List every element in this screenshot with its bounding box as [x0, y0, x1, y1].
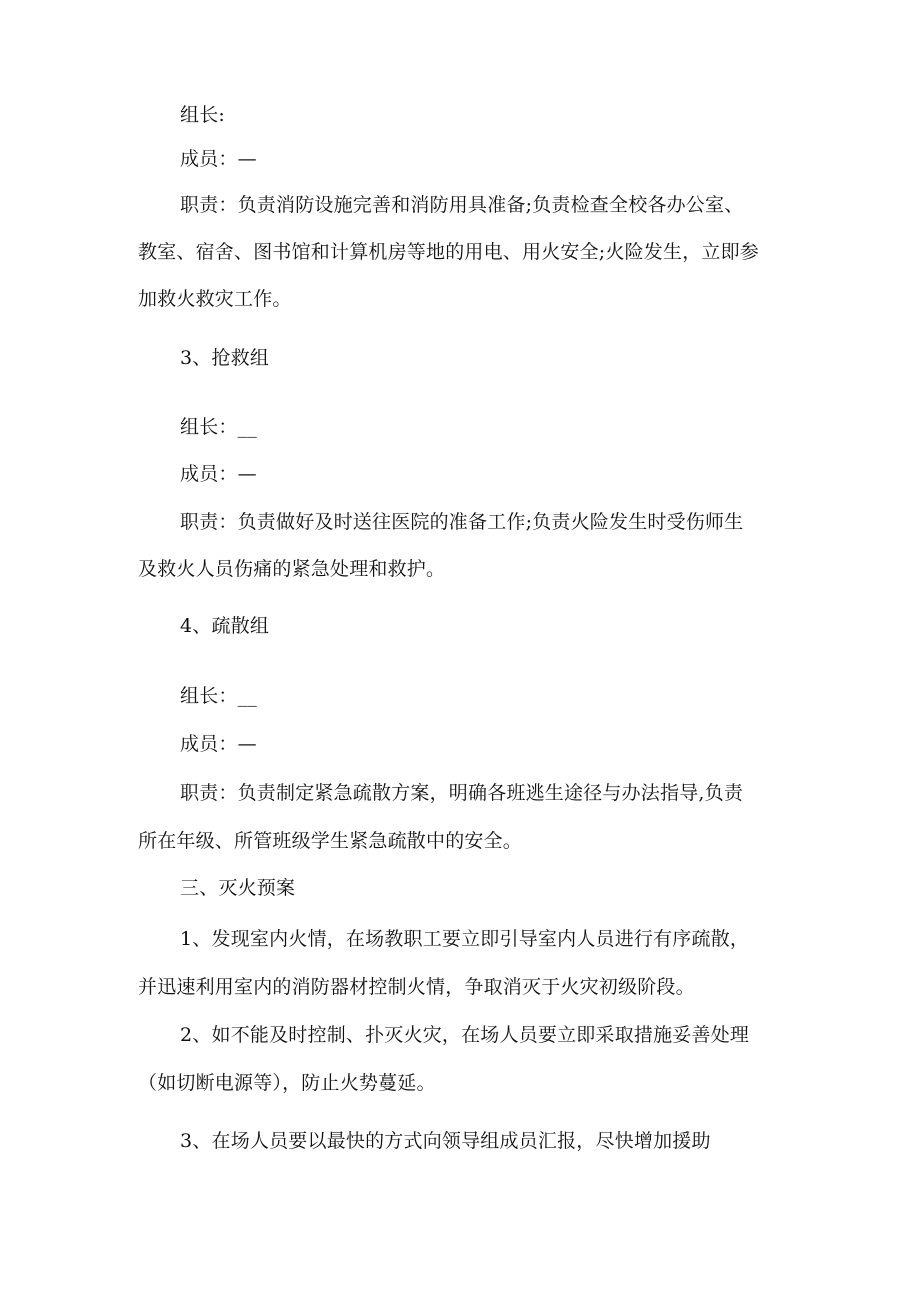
section3-item3-line-1: 3、在场人员要以最快的方式向领导组成员汇报，尽快增加援助: [180, 1130, 711, 1152]
group3-leader: 组长：__: [180, 416, 258, 438]
group3-members: 成员：—: [180, 463, 257, 485]
group2-duty-line-2: 教室、宿舍、图书馆和计算机房等地的用电、用火安全;火险发生，立即参: [138, 241, 760, 263]
section3-item1-line-2: 并迅速利用室内的消防器材控制火情，争取消灭于火灾初级阶段。: [138, 976, 695, 998]
group2-leader: 组长:: [180, 104, 226, 126]
section3-item1-line-1: 1、发现室内火情，在场教职工要立即引导室内人员进行有序疏散，: [180, 928, 750, 950]
group4-leader: 组长：__: [180, 685, 258, 707]
group3-duty-line-2: 及救火人员伤痛的紧急处理和救护。: [138, 558, 446, 580]
section3-item2-line-2: （如切断电源等），防止火势蔓延。: [138, 1072, 436, 1094]
section3-item2-line-1: 2、如不能及时控制、扑灭火灾，在场人员要立即采取措施妥善处理: [180, 1024, 750, 1046]
group3-duty-line-1: 职责：负责做好及时送往医院的准备工作;负责火险发生时受伤师生: [180, 511, 744, 533]
group4-duty-line-1: 职责：负责制定紧急疏散方案，明确各班逃生途径与办法指导,负责: [180, 782, 744, 804]
group3-heading: 3、抢救组: [180, 347, 270, 369]
group2-duty-line-1: 职责：负责消防设施完善和消防用具准备;负责检查全校各办公室、: [180, 194, 744, 216]
group4-heading: 4、疏散组: [180, 615, 270, 637]
group2-members: 成员：—: [180, 148, 257, 170]
group2-duty-line-3: 加救火救灾工作。: [138, 288, 292, 310]
group4-members: 成员：—: [180, 733, 257, 755]
group4-duty-line-2: 所在年级、所管班级学生紧急疏散中的安全。: [138, 830, 523, 852]
section3-heading: 三、灭火预案: [180, 877, 296, 899]
